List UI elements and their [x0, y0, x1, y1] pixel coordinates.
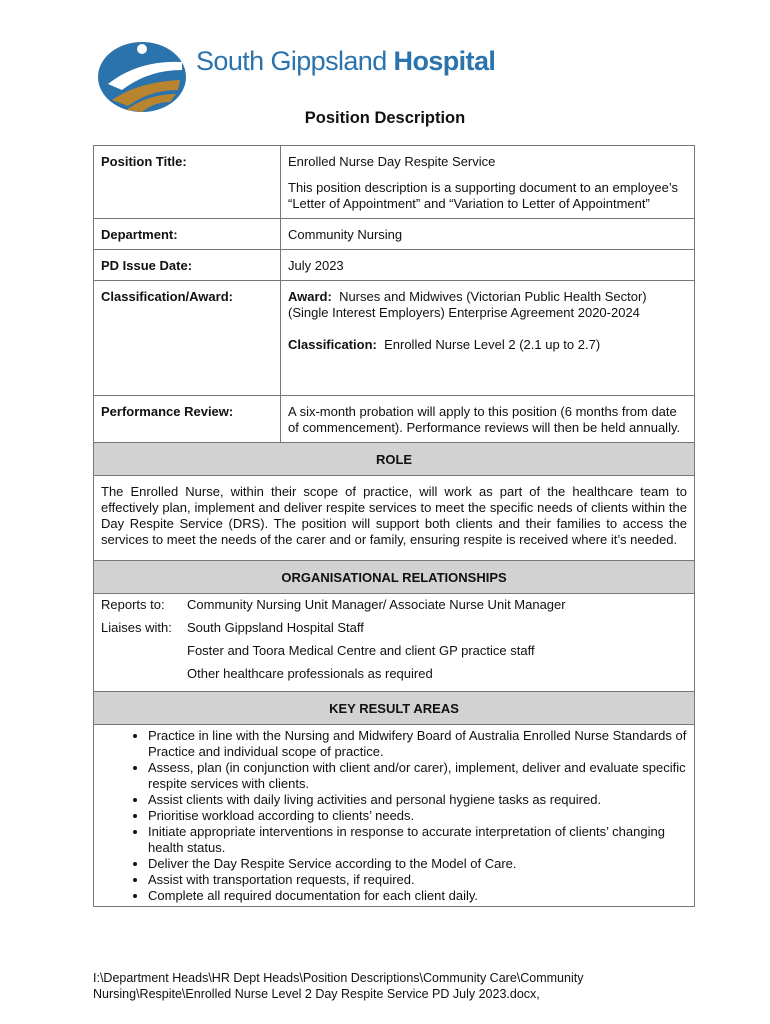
list-item: • Practice in line with the Nursing and Midwifery Board of Australia Enrolled Nurse Standards of Practice and individual scope of practice.: [148, 728, 688, 760]
detail-value: [281, 281, 694, 395]
detail-row-position-title: [94, 146, 694, 218]
list-item: • Deliver the Day Respite Service according to the Model of Care.: [148, 856, 688, 872]
logo-text-bold: Hospital: [393, 46, 496, 76]
logo-text-regular: South Gippsland: [196, 46, 387, 76]
detail-value: July 2023: [288, 258, 344, 273]
detail-value: Community Nursing: [288, 227, 403, 242]
detail-row-classification: [94, 280, 694, 395]
detail-label: PD Issue Date:: [94, 250, 281, 280]
position-title-value: Enrolled Nurse Day Respite Service: [288, 154, 496, 169]
classification-text: Enrolled Nurse Level 2 (2.1 up to 2.7): [384, 337, 601, 352]
page-title: Position Description: [304, 109, 466, 127]
liaises-with-value: South Gippsland Hospital Staff: [187, 620, 364, 635]
detail-value: A six-month probation will apply to this position (6 months from date of commencement). Performance reviews will then be held annually.: [288, 404, 681, 435]
list-item: • Prioritise workload according to clients’ needs.: [148, 808, 688, 824]
list-item: • Assist with transportation requests, if required.: [148, 872, 688, 888]
logo-wordmark: [196, 46, 495, 77]
list-item: • Assist clients with daily living activities and personal hygiene tasks as required.: [148, 792, 688, 808]
relationships-block: [94, 594, 694, 691]
role-description: The Enrolled Nurse, within their scope of practice, will work as part of the healthcare team to effectively plan, implement and deliver respite services to meet the specific needs of clients within the Day Respite Service (DRS). The position will support both clients and their families to access the services to meet the needs of the carer and or family, ensuring respite is received where it’s needed.: [101, 484, 687, 547]
reports-to-value: Community Nursing Unit Manager/ Associate Nurse Unit Manager: [187, 597, 566, 612]
detail-label: Department:: [94, 219, 281, 249]
list-item: • Assess, plan (in conjunction with client and/or carer), implement, deliver and evaluate specific respite services with clients.: [148, 760, 688, 792]
position-description-table: [93, 145, 695, 907]
file-path-footer: I:\Department Heads\HR Dept Heads\Position Descriptions\Community Care\Community Nursing\Respite\Enrolled Nurse Level 2 Day Respite Service PD July 2023.docx,: [93, 971, 584, 1001]
detail-row-department: [94, 218, 694, 249]
award-label: Award:: [288, 289, 332, 304]
detail-label: Performance Review:: [94, 396, 281, 442]
award-text: Nurses and Midwives (Victorian Public Health Sector) (Single Interest Employers) Enterprise Agreement 2020-2024: [288, 289, 647, 320]
detail-label: Position Title:: [94, 146, 281, 218]
section-heading-role: ROLE: [94, 442, 694, 476]
detail-row-performance-review: [94, 395, 694, 442]
position-title-note: This position description is a supporting document to an employee’s “Letter of Appointment” and “Variation to Letter of Appointment”: [288, 180, 678, 211]
classification-label: Classification:: [288, 337, 377, 352]
liaises-with-label: Liaises with:: [101, 620, 172, 635]
list-item: • Complete all required documentation for each client daily.: [148, 888, 688, 904]
section-heading-kra: KEY RESULT AREAS: [94, 691, 694, 725]
detail-row-issue-date: [94, 249, 694, 280]
list-item: • Initiate appropriate interventions in response to accurate interpretation of clients’ changing health status.: [148, 824, 688, 856]
detail-label: Classification/Award:: [94, 281, 281, 395]
reports-to-label: Reports to:: [101, 597, 165, 612]
key-result-areas-list: [94, 725, 694, 906]
detail-value: [281, 146, 694, 218]
liaises-with-value: Other healthcare professionals as required: [187, 666, 433, 681]
section-heading-relationships: ORGANISATIONAL RELATIONSHIPS: [94, 560, 694, 594]
liaises-with-value: Foster and Toora Medical Centre and client GP practice staff: [187, 643, 535, 658]
